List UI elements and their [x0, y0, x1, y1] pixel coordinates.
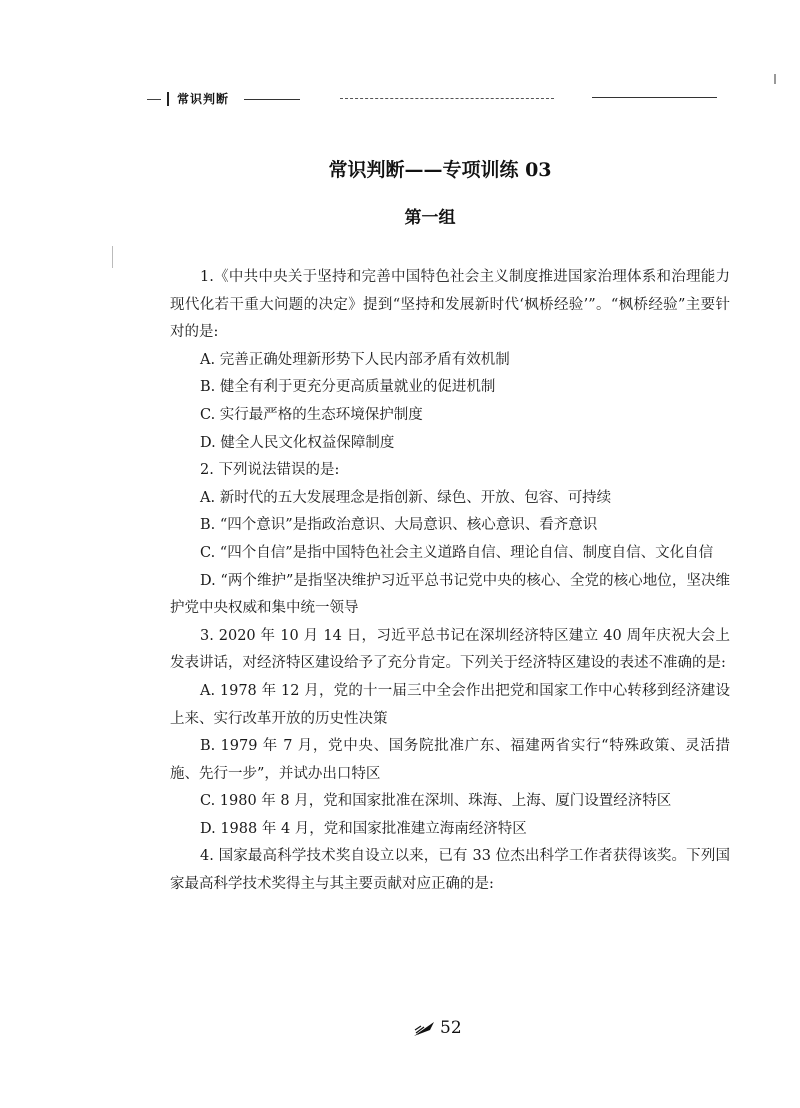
question-stem: 1.《中共中央关于坚持和完善中国特色社会主义制度推进国家治理体系和治理能力现代化若干重大问题的决定》提到“坚持和发展新时代‘枫桥经验’”。“枫桥经验”主要针对的是:	[170, 269, 730, 341]
header-rule-left	[147, 99, 161, 100]
option-c: C. “四个自信”是指中国特色社会主义道路自信、理论自信、制度自信、文化自信	[200, 544, 714, 561]
question-3	[170, 623, 730, 844]
option-a: A. 新时代的五大发展理念是指创新、绿色、开放、包容、可持续	[200, 489, 612, 506]
page-footer	[412, 1016, 462, 1040]
option-b: B. 健全有利于更充分更高质量就业的促进机制	[200, 379, 496, 396]
question-1	[170, 264, 730, 457]
page-number: 52	[440, 1018, 462, 1038]
section-label: 常识判断	[177, 92, 230, 106]
scan-edge-mark	[774, 74, 776, 84]
question-stem: 2. 下列说法错误的是:	[200, 462, 340, 479]
option-a: A. 1978 年 12 月，党的十一届三中全会作出把党和国家工作中心转移到经济建设上来、实行改革开放的历史性决策	[170, 682, 730, 727]
question-list	[170, 264, 730, 899]
question-stem: 3. 2020 年 10 月 14 日，习近平总书记在深圳经济特区建立 40 周年庆祝大会上发表讲话，对经济特区建设给予了充分肯定。下列关于经济特区建设的表述不准确的是:	[170, 627, 730, 672]
option-c: C. 1980 年 8 月，党和国家批准在深圳、珠海、上海、厦门设置经济特区	[200, 793, 672, 810]
question-2	[170, 457, 730, 623]
group-title: 第一组	[404, 208, 456, 228]
question-4	[170, 843, 730, 898]
option-c: C. 实行最严格的生态环境保护制度	[200, 406, 423, 423]
feather-icon	[412, 1018, 436, 1038]
header-rule-dashed	[340, 98, 554, 99]
option-d: D. 健全人民文化权益保障制度	[200, 434, 395, 451]
header-rule	[244, 99, 300, 100]
option-a: A. 完善正确处理新形势下人民内部矛盾有效机制	[200, 351, 510, 368]
page-title: 常识判断——专项训练 03	[328, 159, 552, 181]
option-b: B. “四个意识”是指政治意识、大局意识、核心意识、看齐意识	[200, 517, 598, 534]
scan-edge-mark	[112, 246, 113, 268]
header-divider-bar	[167, 92, 169, 106]
option-d: D. “两个维护”是指坚决维护习近平总书记党中央的核心、全党的核心地位，坚决维护党中央权威和集中统一领导	[170, 572, 730, 617]
option-b: B. 1979 年 7 月，党中央、国务院批准广东、福建两省实行“特殊政策、灵活措施、先行一步”，并试办出口特区	[170, 738, 730, 782]
option-d: D. 1988 年 4 月，党和国家批准建立海南经济特区	[200, 820, 527, 837]
header-rule-right	[592, 97, 717, 98]
question-stem: 4. 国家最高科学技术奖自设立以来，已有 33 位杰出科学工作者获得该奖。下列国家最高科学技术奖得主与其主要贡献对应正确的是:	[170, 848, 730, 893]
